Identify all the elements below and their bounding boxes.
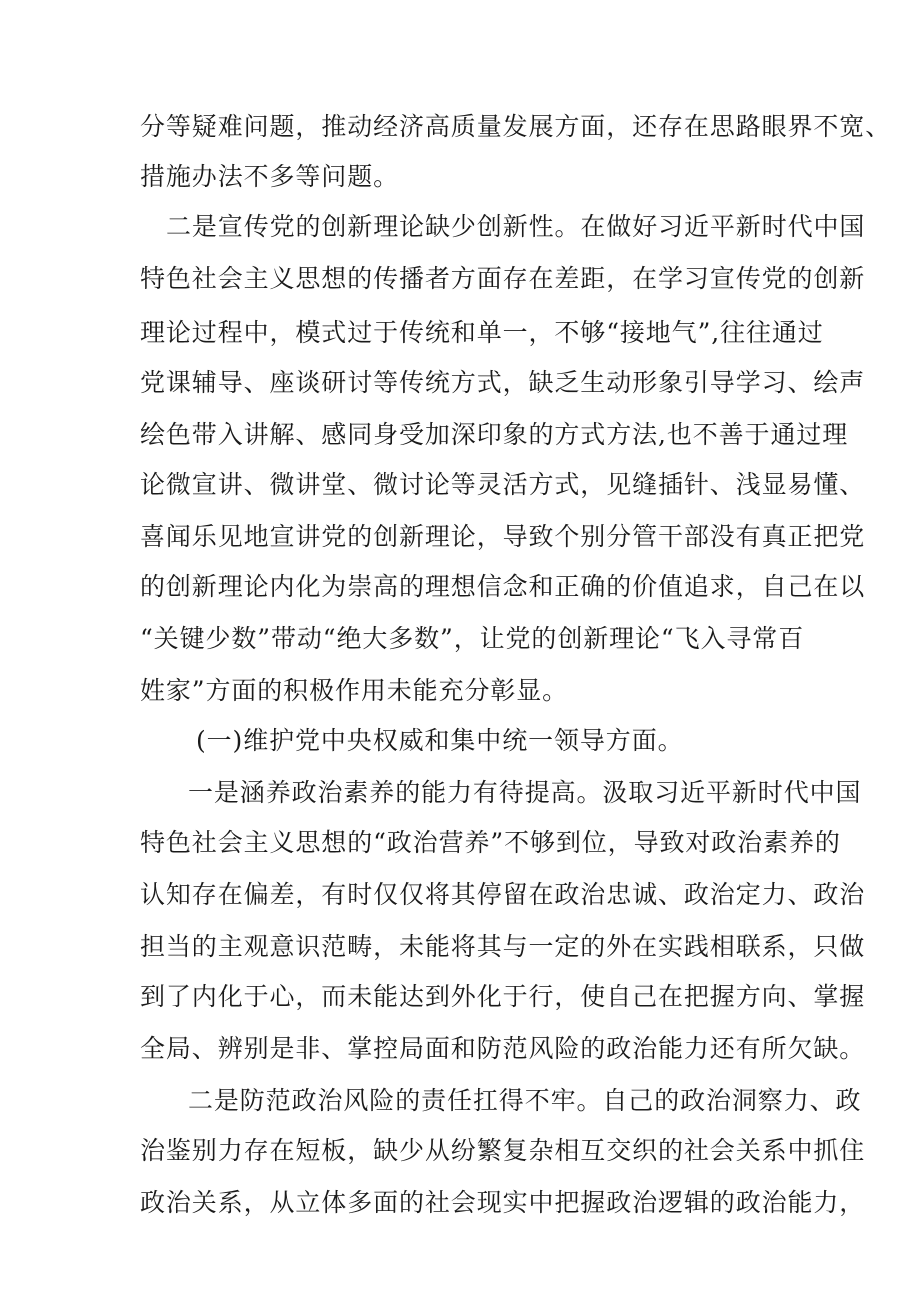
text-line: 姓家”方面的积极作用未能充分彰显。 — [140, 676, 569, 705]
text-line: 治鉴别力存在短板，缺少从纷繁复杂相互交织的社会关系中抓住 — [140, 1136, 866, 1165]
text-line: 担当的主观意识范畴，未能将其与一定的外在实践相联系，只做 — [140, 932, 866, 961]
text-line: “关键少数”带动“绝大多数”，让党的创新理论“飞入寻常百 — [140, 624, 805, 653]
text-line: 全局、辨别是非、掌控局面和防范风险的政治能力还有所欠缺。 — [140, 1034, 866, 1063]
text-line: 二是宣传党的创新理论缺少创新性。在做好习近平新时代中国 — [166, 212, 866, 241]
text-line: 认知存在偏差，有时仅仅将其停留在政治忠诚、政治定力、政治 — [140, 880, 866, 909]
text-line: 政治关系，从立体多面的社会现实中把握政治逻辑的政治能力， — [140, 1188, 866, 1217]
text-line: 的创新理论内化为崇高的理想信念和正确的价值追求，自己在以 — [140, 572, 866, 601]
text-line: 党课辅导、座谈研讨等传统方式，缺乏生动形象引导学习、绘声 — [140, 368, 866, 397]
text-line: 论微宣讲、微讲堂、微讨论等灵活方式，见缝插针、浅显易懂、 — [140, 470, 866, 499]
text-line: 喜闻乐见地宣讲党的创新理论，导致个别分管干部没有真正把党 — [140, 522, 866, 551]
section-heading: (一)维护党中央权威和集中统一领导方面。 — [196, 726, 684, 755]
text-line: 特色社会主义思想的传播者方面存在差距，在学习宣传党的创新 — [140, 264, 866, 293]
text-line: 二是防范政治风险的责任扛得不牢。自己的政治洞察力、政 — [188, 1086, 862, 1115]
text-line: 到了内化于心，而未能达到外化于行，使自己在把握方向、掌握 — [140, 982, 866, 1011]
text-line: 理论过程中，模式过于传统和单一，不够“接地气”,往往通过 — [140, 318, 824, 347]
text-line: 绘色带入讲解、感同身受加深印象的方式方法,也不善于通过理 — [140, 420, 849, 449]
text-line: 特色社会主义思想的“政治营养”不够到位，导致对政治素养的 — [140, 828, 841, 857]
text-line: 措施办法不多等问题。 — [140, 162, 400, 191]
text-line: 分等疑难问题，推动经济高质量发展方面，还存在思路眼界不宽、 — [140, 112, 892, 141]
text-line: 一是涵养政治素养的能力有待提高。汲取习近平新时代中国 — [188, 778, 862, 807]
